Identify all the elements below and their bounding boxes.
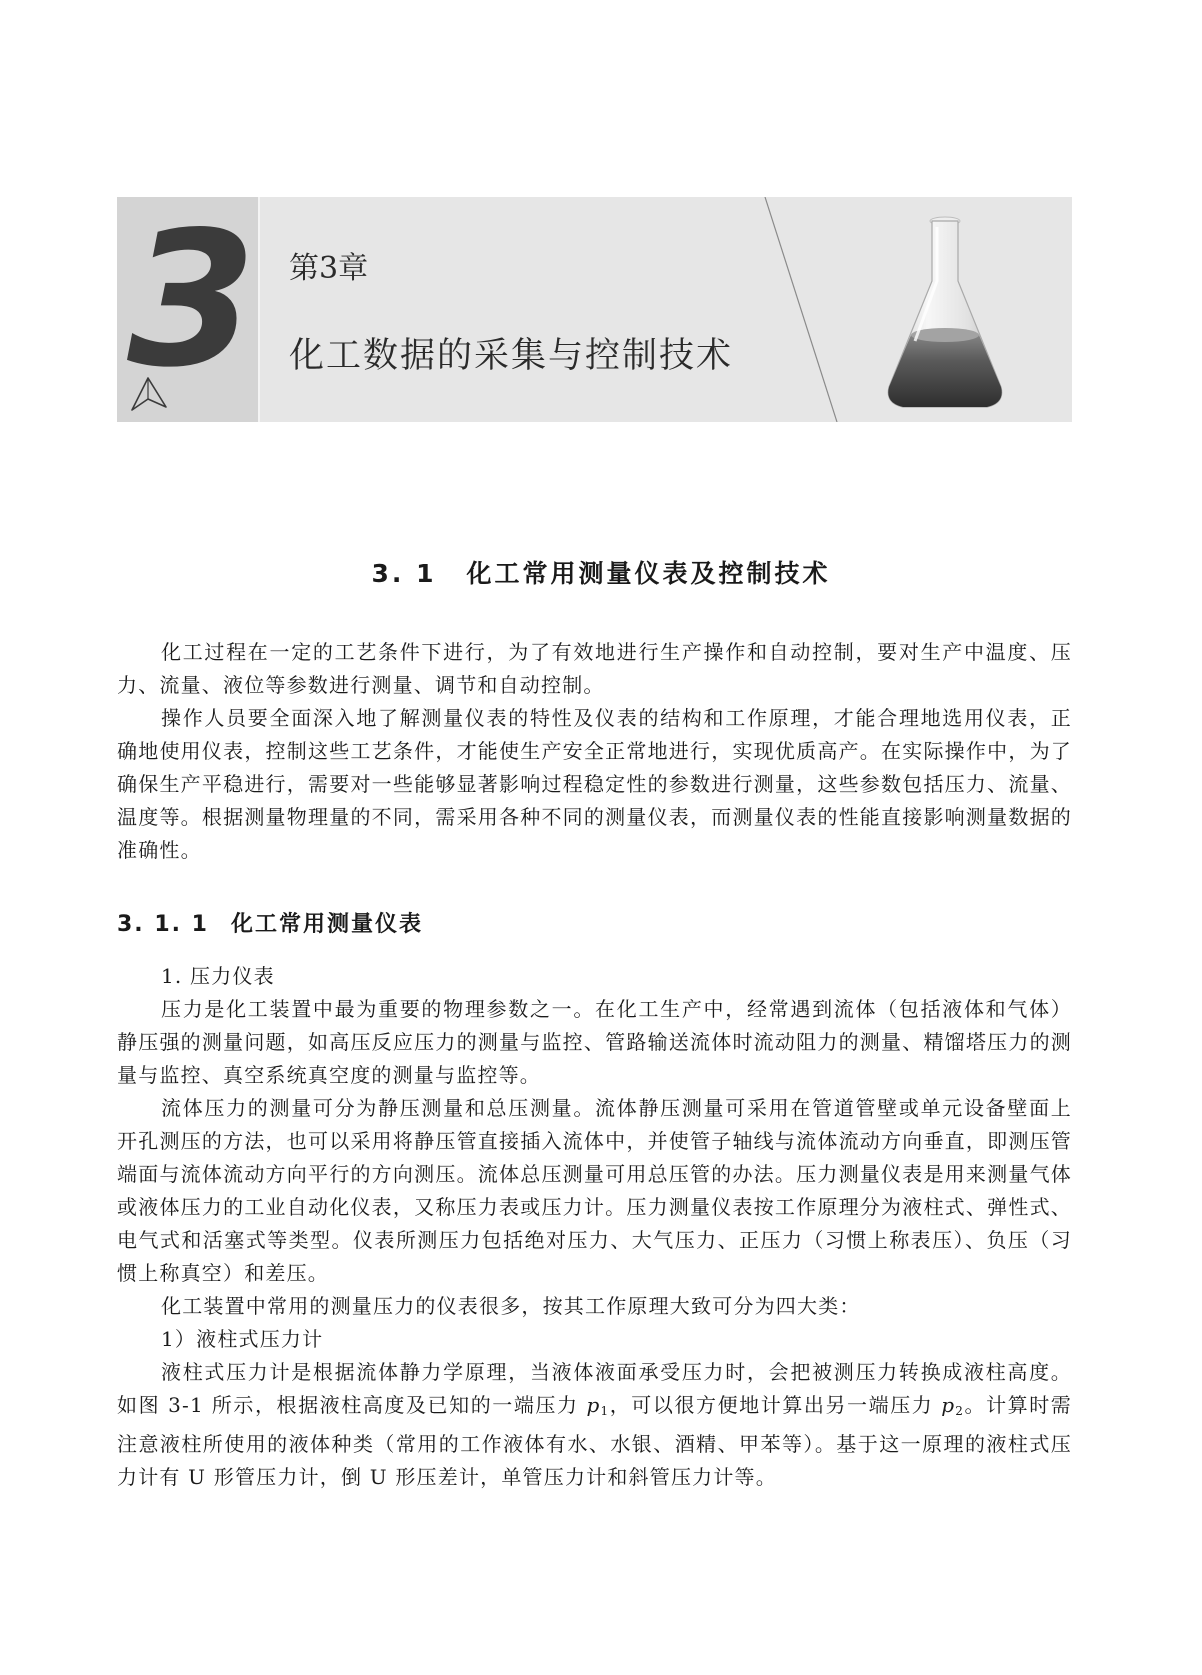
chapter-banner (117, 197, 1072, 422)
pressure-var-p1-subscript: 1 (600, 1404, 610, 1418)
subsection-title: 化工常用测量仪表 (230, 912, 423, 937)
liquid-text-part3: 。计算时需注意液柱所使用的液体种类（常用的工作液体有水、水银、酒精、甲苯等）。基于这一原理的液柱式压力计有 U 形管压力计，倒 U 形压差计，单管压力计和斜管压力计等。 (117, 1393, 1073, 1489)
pressure-paragraph-2: 流体压力的测量可分为静压测量和总压测量。流体静压测量可采用在管道管壁或单元设备壁面上开孔测压的方法，也可以采用将静压管直接插入流体中，并使管子轴线与流体流动方向垂直，即测压管端面与流体流动方向平行的方向测压。流体总压测量可用总压管的办法。压力测量仪表是用来测量气体或液体压力的工业自动化仪表，又称压力表或压力计。压力测量仪表按工作原理分为液柱式、弹性式、电气式和活塞式等类型。仪表所测压力包括绝对压力、大气压力、正压力（习惯上称表压）、负压（习惯上称真空）和差压。 (117, 1096, 1072, 1285)
item-heading-pressure: 1. 压力仪表 (161, 964, 275, 988)
pressure-var-p2: p (941, 1393, 956, 1417)
pressure-paragraph-1: 压力是化工装置中最为重要的物理参数之一。在化工生产中，经常遇到流体（包括液体和气体）静压强的测量问题，如高压反应压力的测量与监控、管路输送流体时流动阻力的测量、精馏塔压力的测量与监控、真空系统真空度的测量与监控等。 (117, 997, 1072, 1087)
chapter-label: 第3章 (289, 251, 369, 286)
chapter-number: 3 (127, 197, 253, 408)
subsection-number: 3. 1. 1 (117, 912, 209, 937)
intro-paragraph-1: 化工过程在一定的工艺条件下进行，为了有效地进行生产操作和自动控制，要对生产中温度、压力、流量、液位等参数进行测量、调节和自动控制。 (117, 640, 1072, 697)
section-heading (0, 554, 1202, 590)
liquid-text-part2: ，可以很方便地计算出另一端压力 (609, 1393, 942, 1417)
section-number: 3. 1 (371, 559, 437, 588)
subsection-heading (117, 907, 423, 938)
intro-paragraph-2: 操作人员要全面深入地了解测量仪表的特性及仪表的结构和工作原理，才能合理地选用仪表，正确地使用仪表，控制这些工艺条件，才能使生产安全正常地进行，实现优质高产。在实际操作中，为了确保生产平稳进行，需要对一些能够显著影响过程稳定性的参数进行测量，这些参数包括压力、流量、温度等。根据测量物理量的不同，需采用各种不同的测量仪表，而测量仪表的性能直接影响测量数据的准确性。 (117, 706, 1072, 862)
chapter-title: 化工数据的采集与控制技术 (289, 336, 734, 376)
pressure-var-p1: p (586, 1393, 601, 1417)
erlenmeyer-flask-icon (875, 211, 1015, 416)
liquid-column-paragraph (117, 1356, 1072, 1494)
item-heading-liquid-column: 1）液柱式压力计 (161, 1327, 324, 1351)
section-title: 化工常用测量仪表及控制技术 (466, 559, 831, 588)
pressure-var-p2-subscript: 2 (955, 1404, 965, 1418)
liquid-text-part1: 液柱式压力计是根据流体静力学原理，当液体液面承受压力时，会把被测压力转换成液柱高度。如图 3-1 所示，根据液柱高度及已知的一端压力 (117, 1360, 1072, 1417)
four-types-line: 化工装置中常用的测量压力的仪表很多，按其工作原理大致可分为四大类： (161, 1294, 861, 1318)
